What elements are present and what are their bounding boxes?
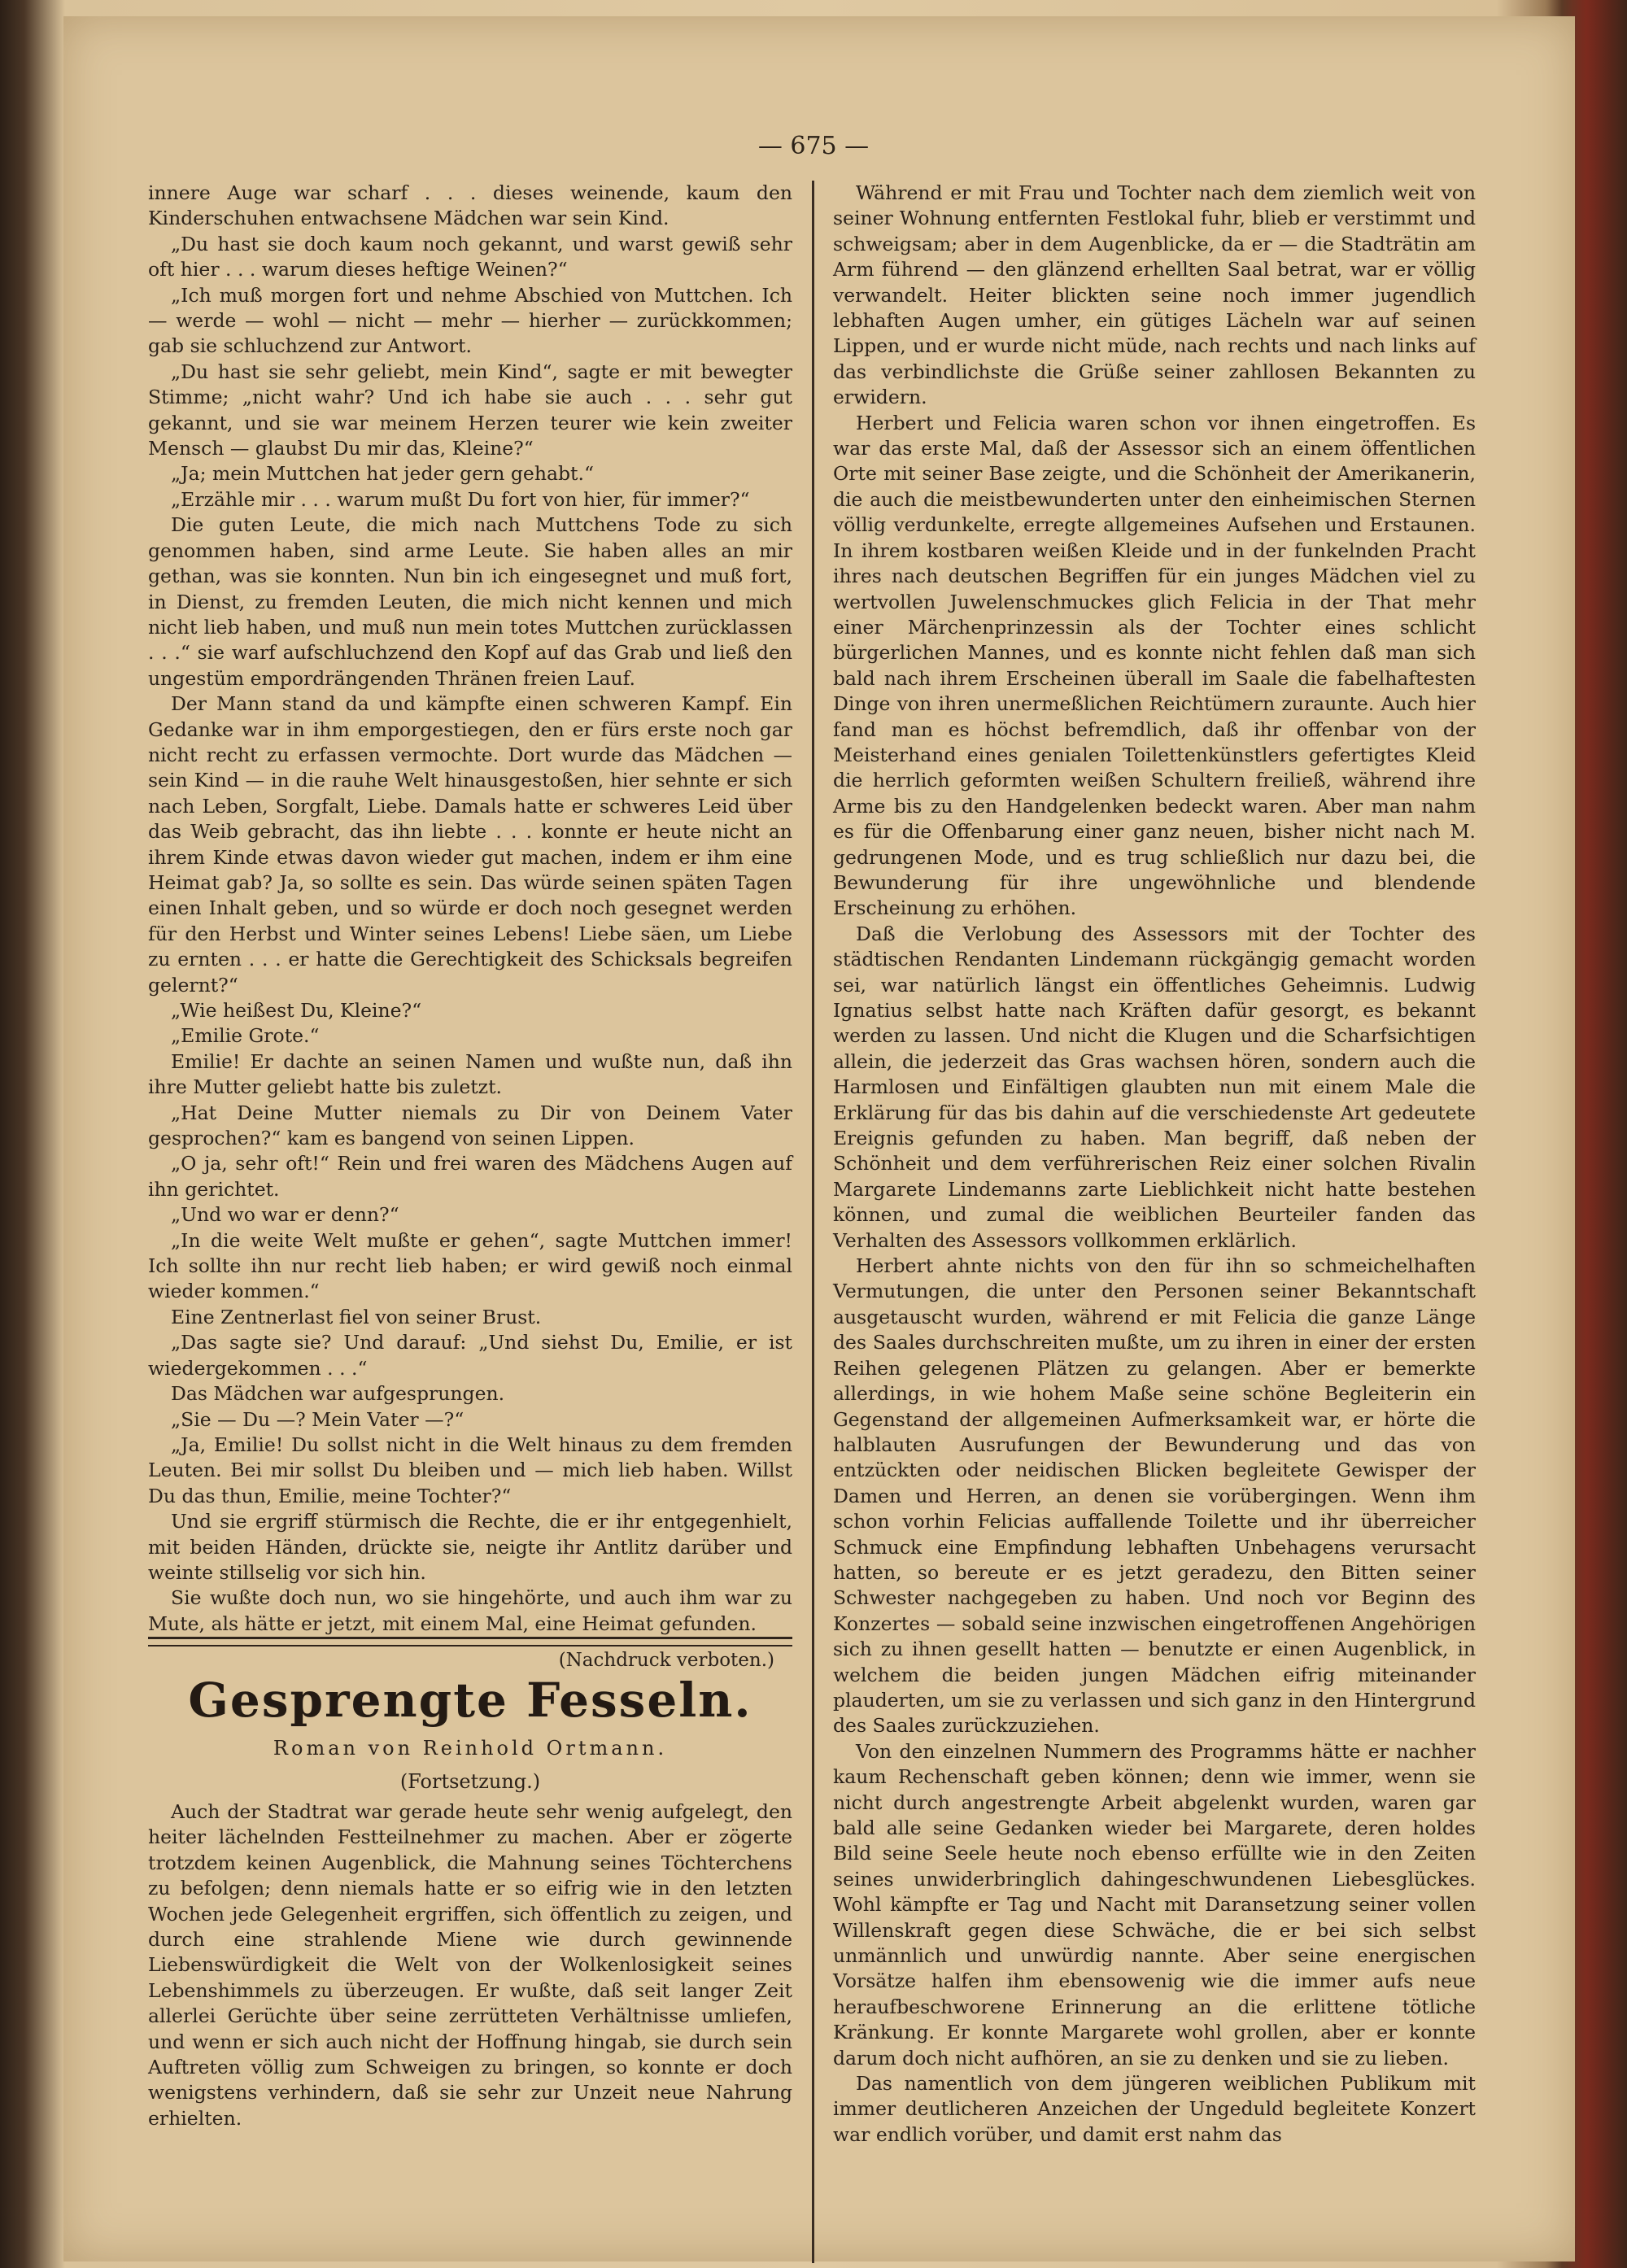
paragraph: Herbert ahnte nichts von den für ihn so schmeichelhaften Vermutungen, die unter den Personen seiner Bekanntschaft ausgetauscht wurden, während er mit Felicia die ganze Länge des Saales durchschreiten mußte, um zu ihren in einer der ersten Reihen gelegenen Plätzen zu gelangen. Aber er bemerkte allerdings, in wie hohem Maße seine schöne Begleiterin ein Gegenstand der allgemeinen Aufmerksamkeit war, er hörte die halblauten Ausrufungen der Bewunderung und das von entzückten oder neidischen Blicken begleitete Gewisper der Damen und Herren, an denen sie vorübergingen. Wenn ihm schon vorhin Felicias auffallende Toilette und ihr überreicher Schmuck eine Empfindung lebhaften Unbehagens verursacht hatten, so bereute er es jetzt geradezu, den Bitten seiner Schwester nachgegeben zu haben. Und noch vor Beginn des Konzertes — sobald seine inzwischen eingetroffenen Angehörigen sich zu ihnen gesellt hatten — benutzte er einen Augenblick, in welchem die beiden jungen Mädchen eifrig miteinander plauderten, um sie zu verlassen und sich ganz in den Hintergrund des Saales zurückzuziehen.: [833, 1254, 1476, 1738]
continuation-label: (Fortsetzung.): [399, 1770, 541, 1793]
left-column: [148, 181, 792, 1637]
paragraph: „Du hast sie sehr geliebt, mein Kind“, sagte er mit bewegter Stimme; „nicht wahr? Und ich habe sie auch . . . sehr gut gekannt, und sie war meinem Herzen teurer wie kein zweiter Mensch — glaubst Du mir das, Kleine?“: [148, 360, 792, 460]
paragraph: „Erzähle mir . . . warum mußt Du fort von hier, für immer?“: [171, 487, 750, 511]
paragraph: Auch der Stadtrat war gerade heute sehr wenig aufgelegt, den heiter lächelnden Festteilnehmer zu machen. Aber er zögerte trotzdem keinen Augenblick, die Mahnung seines Töchterchens zu befolgen; denn niemals hatte er so eifrig wie in den letzten Wochen jede Gelegenheit ergriffen, sich öffentlich zu zeigen, und durch eine strahlende Miene wie durch gewinnende Liebenswürdigkeit die Welt von der Wolkenlosigkeit seines Lebenshimmels zu überzeugen. Er wußte, daß seit langer Zeit allerlei Gerüchte über seine zerrütteten Verhältnisse umliefen, und wenn er sich auch nicht der Hoffnung hingab, sie durch sein Auftreten völlig zum Schweigen zu bringen, so konnte er doch wenigstens verhindern, daß sie sehr zur Unzeit neue Nahrung erhielten.: [148, 1800, 792, 2130]
paragraph: Und sie ergriff stürmisch die Rechte, die er ihr entgegenhielt, mit beiden Händen, drückte sie, neigte ihr Antlitz darüber und weinte stillselig vor sich hin.: [148, 1510, 792, 1584]
reprint-notice: (Nachdruck verboten.): [558, 1650, 774, 1671]
novel-opening: [148, 1799, 792, 2131]
section-divider: [148, 1637, 792, 1646]
paragraph: „Wie heißest Du, Kleine?“: [171, 999, 422, 1022]
paragraph: Der Mann stand da und kämpfte einen schweren Kampf. Ein Gedanke war in ihm emporgestiegen, den er fürs erste noch gar nicht recht zu erfassen vermochte. Dort wurde das Mädchen — sein Kind — in die rauhe Welt hinausgestoßen, hier sehnte er sich nach Leben, Sorgfalt, Liebe. Damals hatte er schweres Leid über das Weib gebracht, das ihn liebte . . . konnte er heute nicht an ihrem Kinde etwas davon wieder gut machen, indem er ihm eine Heimat gab? Ja, so sollte es sein. Das würde seinen späten Tagen einen Inhalt geben, und so würde er doch noch gesegnet werden für den Herbst und Winter seines Lebens! Liebe säen, um Liebe zu ernten . . . er hatte die Gerechtigkeit des Schicksals begreifen gelernt?“: [148, 692, 792, 997]
byline: Roman von Reinhold Ortmann.: [273, 1737, 668, 1760]
column-rule: [812, 181, 814, 2263]
paragraph: „Und wo war er denn?“: [171, 1203, 399, 1227]
paragraph: „O ja, sehr oft!“ Rein und frei waren des Mädchens Augen auf ihn gerichtet.: [148, 1152, 792, 1201]
paragraph: Das namentlich von dem jüngeren weiblichen Publikum mit immer deutlicheren Anzeichen der Ungeduld begleitete Konzert war endlich vorüber, und damit erst nahm das: [833, 2072, 1476, 2146]
right-column: [833, 181, 1476, 2148]
paragraph: Während er mit Frau und Tochter nach dem ziemlich weit von seiner Wohnung entfernten Festlokal fuhr, blieb er verstimmt und schweigsam; aber in dem Augenblicke, da er — die Stadträtin am Arm führend — den glänzend erhellten Saal betrat, war er völlig verwandelt. Heiter blickten seine noch immer jugendlich lebhaften Augen umher, ein gütiges Lächeln war auf seinen Lippen, und er wurde nicht müde, nach rechts und nach links auf das verbindlichste die Grüße seiner zahllosen Bekannten zu erwidern.: [833, 181, 1476, 409]
paragraph: „Hat Deine Mutter niemals zu Dir von Deinem Vater gesprochen?“ kam es bangend von seinen Lippen.: [148, 1101, 792, 1150]
paragraph: Von den einzelnen Nummern des Programms hätte er nachher kaum Rechenschaft geben können; denn wie immer, wenn sie nicht durch angestrengte Arbeit abgelenkt wurden, waren gar bald alle seine Gedanken wieder bei Margarete, deren holdes Bild seine Seele heute noch ebenso erfüllte wie in den Zeiten seines unwiderbringlich dahingeschwundenen Liebesglückes. Wohl kämpfte er Tag und Nacht mit Daransetzung seiner vollen Willenskraft gegen diese Schwäche, die er bei sich selbst unmännlich und unwürdig nannte. Aber seine energischen Vorsätze halfen ihm ebensowenig wie die immer aufs neue heraufbeschworene Erinnerung an die erlittene tötliche Kränkung. Er konnte Margarete wohl grollen, aber er konnte darum doch nicht aufhören, an sie zu denken und sie zu lieben.: [833, 1739, 1476, 2070]
paragraph: Eine Zentnerlast fiel von seiner Brust.: [171, 1305, 542, 1328]
paragraph: Herbert und Felicia waren schon vor ihnen eingetroffen. Es war das erste Mal, daß der Assessor sich an einem öffentlichen Orte mit seiner Base zeigte, und die Schönheit der Amerikanerin, die auch die meistbewunderten unter den einheimischen Sternen völlig verdunkelte, erregte allgemeines Aufsehen und Erstaunen. In ihrem kostbaren weißen Kleide und in der funkelnden Pracht ihres nach deutschen Begriffen für ein junges Mädchen viel zu wertvollen Juwelenschmuckes glich Felicia in der That mehr einer Märchenprinzessin als der Tochter eines schlicht bürgerlichen Mannes, und es konnte nicht fehlen daß man sich bald nach ihrem Erscheinen überall im Saale die fabelhaftesten Dinge von ihren unermeßlichen Reichtümern zuraunte. Auch hier fand man es höchst befremdlich, daß ihr offenbar von der Meisterhand eines genialen Toilettenkünstlers gefertigtes Kleid die herrlich geformten weißen Schultern freiließ, während ihre Arme bis zu den Handgelenken bedeckt waren. Aber man nahm es für die Offenbarung einer ganz neuen, bisher nicht nach M. gedrungenen Mode, und es trug schließlich nur dazu bei, die Bewunderung für ihre ungewöhnliche und blendende Erscheinung zu erhöhen.: [833, 411, 1476, 920]
paragraph: innere Auge war scharf . . . dieses weinende, kaum den Kinderschuhen entwachsene Mädchen war sein Kind.: [148, 181, 792, 230]
paragraph: Daß die Verlobung des Assessors mit der Tochter des städtischen Rendanten Lindemann rückgängig gemacht worden sei, war natürlich längst ein öffentliches Geheimnis. Ludwig Ignatius selbst hatte nach Kräften dafür gesorgt, es bekannt werden zu lassen. Und nicht die Klugen und die Scharfsichtigen allein, die jederzeit das Gras wachsen hören, sondern auch die Harmlosen und Einfältigen glaubten nun mit einem Male die Erklärung für das bis dahin auf die verschiedenste Art gedeutete Ereignis gefunden zu haben. Man begriff, daß neben der Schönheit und dem verführerischen Reiz einer solchen Rivalin Margarete Lindemanns zarte Lieblichkeit nicht hatte bestehen können, und zumal die weiblichen Beurteiler fanden das Verhalten des Assessors vollkommen erklärlich.: [833, 922, 1476, 1252]
paragraph: „In die weite Welt mußte er gehen“, sagte Muttchen immer! Ich sollte ihn nur recht lieb haben; er wird gewiß noch einmal wieder kommen.“: [148, 1228, 792, 1303]
paragraph: „Das sagte sie? Und darauf: „Und siehst Du, Emilie, er ist wiedergekommen . . .“: [148, 1331, 792, 1380]
paragraph: „Sie — Du —? Mein Vater —?“: [171, 1407, 465, 1431]
novel-title: Gesprengte Fesseln.: [188, 1673, 752, 1728]
paragraph: „Ich muß morgen fort und nehme Abschied von Muttchen. Ich — werde — wohl — nicht — mehr — hierher — zurückkommen; gab sie schluchzend zur Antwort.: [148, 283, 792, 358]
paragraph: „Ja; mein Muttchen hat jeder gern gehabt.“: [171, 462, 594, 486]
paragraph: Die guten Leute, die mich nach Muttchens Tode zu sich genommen haben, sind arme Leute. Sie haben alles an mir gethan, was sie konnten. Nun bin ich eingesegnet und muß fort, in Dienst, zu fremden Leuten, die mich nicht kennen und mich nicht lieb haben, und muß nun mein totes Muttchen zurücklassen . . .“ sie warf aufschluchzend den Kopf auf das Grab und ließ den ungestüm empordrängenden Thränen freien Lauf.: [148, 513, 792, 690]
paragraph: Emilie! Er dachte an seinen Namen und wußte nun, daß ihn ihre Mutter geliebt hatte bis zuletzt.: [148, 1049, 792, 1099]
paragraph: Das Mädchen war aufgesprungen.: [171, 1382, 505, 1406]
paragraph: Sie wußte doch nun, wo sie hingehörte, und auch ihm war zu Mute, als hätte er jetzt, mit einem Mal, eine Heimat gefunden.: [148, 1586, 792, 1635]
paragraph: „Du hast sie doch kaum noch gekannt, und warst gewiß sehr oft hier . . . warum dieses heftige Weinen?“: [148, 232, 792, 281]
paragraph: „Emilie Grote.“: [171, 1024, 320, 1048]
paragraph: „Ja, Emilie! Du sollst nicht in die Welt hinaus zu dem fremden Leuten. Bei mir sollst Du bleiben und — mich lieb haben. Willst Du das thun, Emilie, meine Tochter?“: [148, 1433, 792, 1507]
page-number: — 675 —: [757, 132, 870, 160]
